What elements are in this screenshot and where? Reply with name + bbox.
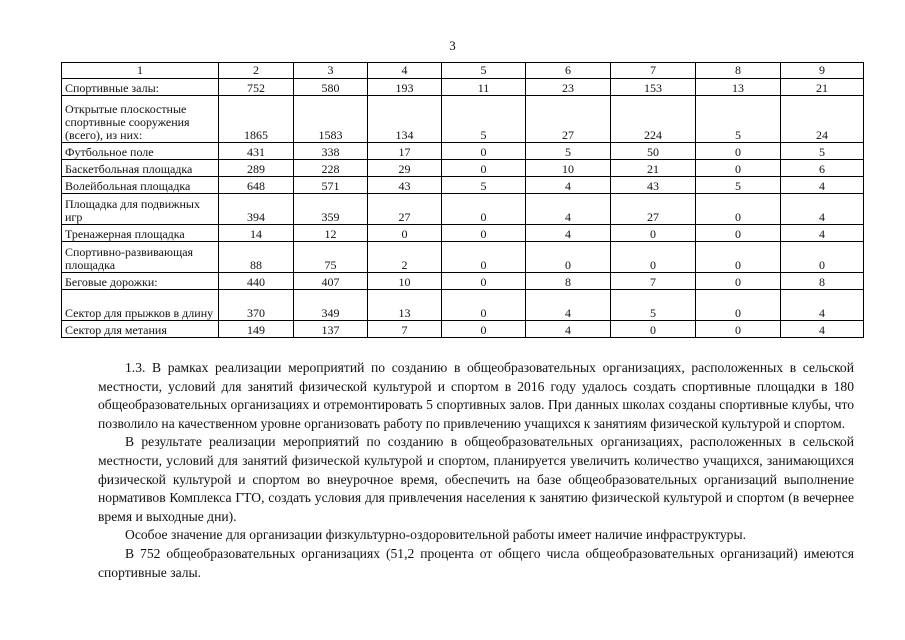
cell-value: 17 — [368, 143, 442, 160]
cell-value: 0 — [611, 225, 696, 242]
cell-value: 4 — [526, 290, 611, 321]
cell-value: 5 — [442, 96, 526, 143]
row-label: Беговые дорожки: — [62, 273, 219, 290]
cell-value: 153 — [611, 79, 696, 96]
cell-value: 27 — [526, 96, 611, 143]
cell-value: 648 — [219, 177, 294, 194]
table-row — [62, 143, 864, 160]
cell-value: 0 — [611, 242, 696, 273]
cell-value: 0 — [442, 242, 526, 273]
cell-value: 0 — [696, 321, 781, 338]
cell-value: 338 — [294, 143, 368, 160]
cell-value: 6 — [781, 160, 864, 177]
table-row — [62, 96, 864, 143]
cell-value: 359 — [294, 194, 368, 225]
cell-value: 12 — [294, 225, 368, 242]
cell-value: 349 — [294, 290, 368, 321]
header-cell: 6 — [526, 63, 611, 79]
table-row — [62, 160, 864, 177]
table-row — [62, 242, 864, 273]
cell-value: 4 — [526, 177, 611, 194]
cell-value: 88 — [219, 242, 294, 273]
cell-value: 149 — [219, 321, 294, 338]
paragraph: В 752 общеобразовательных организациях (51,2 процента от общего числа общеобразовательных организаций) имеются спортивные залы. — [98, 545, 854, 580]
cell-value: 11 — [442, 79, 526, 96]
cell-value: 0 — [611, 321, 696, 338]
cell-value: 0 — [696, 273, 781, 290]
cell-value: 4 — [526, 225, 611, 242]
row-label: Спортивные залы: — [62, 79, 219, 96]
cell-value: 5 — [611, 290, 696, 321]
cell-value: 27 — [368, 194, 442, 225]
cell-value: 370 — [219, 290, 294, 321]
table-row — [62, 273, 864, 290]
cell-value: 29 — [368, 160, 442, 177]
cell-value: 0 — [696, 160, 781, 177]
header-cell: 9 — [781, 63, 864, 79]
header-cell: 4 — [368, 63, 442, 79]
table-row — [62, 194, 864, 225]
cell-value: 21 — [781, 79, 864, 96]
cell-value: 0 — [442, 273, 526, 290]
cell-value: 0 — [442, 225, 526, 242]
header-cell: 8 — [696, 63, 781, 79]
cell-value: 0 — [368, 225, 442, 242]
cell-value: 13 — [696, 79, 781, 96]
cell-value: 5 — [526, 143, 611, 160]
cell-value: 431 — [219, 143, 294, 160]
cell-value: 4 — [526, 194, 611, 225]
cell-value: 4 — [781, 321, 864, 338]
row-label: Открытые плоскостные спортивные сооружения (всего), из них: — [62, 96, 219, 143]
cell-value: 193 — [368, 79, 442, 96]
cell-value: 75 — [294, 242, 368, 273]
table-row — [62, 225, 864, 242]
cell-value: 0 — [781, 242, 864, 273]
cell-value: 5 — [696, 96, 781, 143]
cell-value: 0 — [442, 290, 526, 321]
cell-value: 1865 — [219, 96, 294, 143]
table-header-row — [62, 63, 864, 79]
header-cell: 3 — [294, 63, 368, 79]
cell-value: 0 — [696, 194, 781, 225]
table-row — [62, 290, 864, 321]
cell-value: 5 — [442, 177, 526, 194]
cell-value: 4 — [781, 177, 864, 194]
page-number: 3 — [449, 38, 456, 53]
cell-value: 7 — [611, 273, 696, 290]
header-cell: 1 — [62, 63, 219, 79]
cell-value: 137 — [294, 321, 368, 338]
cell-value: 0 — [526, 242, 611, 273]
cell-value: 0 — [696, 143, 781, 160]
cell-value: 0 — [442, 160, 526, 177]
header-cell: 2 — [219, 63, 294, 79]
cell-value: 27 — [611, 194, 696, 225]
cell-value: 440 — [219, 273, 294, 290]
cell-value: 5 — [696, 177, 781, 194]
cell-value: 21 — [611, 160, 696, 177]
paragraph: В результате реализации мероприятий по созданию в общеобразовательных организациях, расположенных в сельской местности, условий для занятий физической культурой и спортом, планируется увеличить количество учащихся, занимающихся физической культурой и спортом во внеурочное время, обеспечить на базе общеобразовательных организаций выполнение нормативов Комплекса ГТО, создать условия для привлечения населения к занятию физической культурой и спортом (в вечернее время и выходные дни). — [98, 434, 854, 524]
row-label: Сектор для метания — [62, 321, 219, 338]
row-label: Площадка для подвижных игр — [62, 194, 219, 225]
cell-value: 10 — [526, 160, 611, 177]
cell-value: 134 — [368, 96, 442, 143]
row-label: Сектор для прыжков в длину — [62, 290, 219, 321]
cell-value: 4 — [781, 290, 864, 321]
header-cell: 7 — [611, 63, 696, 79]
cell-value: 228 — [294, 160, 368, 177]
cell-value: 0 — [696, 290, 781, 321]
cell-value: 8 — [781, 273, 864, 290]
cell-value: 4 — [781, 194, 864, 225]
body-text — [98, 359, 854, 582]
cell-value: 394 — [219, 194, 294, 225]
row-label: Волейбольная площадка — [62, 177, 219, 194]
cell-value: 43 — [368, 177, 442, 194]
cell-value: 224 — [611, 96, 696, 143]
cell-value: 43 — [611, 177, 696, 194]
cell-value: 2 — [368, 242, 442, 273]
cell-value: 23 — [526, 79, 611, 96]
table-row — [62, 321, 864, 338]
cell-value: 0 — [442, 194, 526, 225]
cell-value: 10 — [368, 273, 442, 290]
row-label: Тренажерная площадка — [62, 225, 219, 242]
row-label: Спортивно-развивающая площадка — [62, 242, 219, 273]
table-row — [62, 79, 864, 96]
cell-value: 571 — [294, 177, 368, 194]
cell-value: 0 — [442, 143, 526, 160]
cell-value: 14 — [219, 225, 294, 242]
cell-value: 5 — [781, 143, 864, 160]
cell-value: 13 — [368, 290, 442, 321]
paragraph: Особое значение для организации физкультурно-оздоровительной работы имеет наличие инфраструктуры. — [125, 527, 746, 543]
cell-value: 50 — [611, 143, 696, 160]
cell-value: 752 — [219, 79, 294, 96]
cell-value: 0 — [696, 242, 781, 273]
row-label: Баскетбольная площадка — [62, 160, 219, 177]
row-label: Футбольное поле — [62, 143, 219, 160]
cell-value: 7 — [368, 321, 442, 338]
cell-value: 4 — [781, 225, 864, 242]
paragraph: 1.3. В рамках реализации мероприятий по созданию в общеобразовательных организациях, расположенных в сельской местности, условий для занятий физической культурой и спортом в 2016 году удалось создать спортивные площадки в 180 общеобразовательных организациях и отремонтировать 5 спортивных залов. При данных школах созданы спортивные клубы, что позволило на качественном уровне организовать работу по привлечению учащихся к занятиям физической культурой и спортом. — [98, 360, 854, 431]
cell-value: 24 — [781, 96, 864, 143]
header-cell: 5 — [442, 63, 526, 79]
cell-value: 0 — [442, 321, 526, 338]
cell-value: 407 — [294, 273, 368, 290]
cell-value: 4 — [526, 321, 611, 338]
cell-value: 1583 — [294, 96, 368, 143]
cell-value: 8 — [526, 273, 611, 290]
statistics-table — [61, 62, 864, 338]
cell-value: 580 — [294, 79, 368, 96]
table-row — [62, 177, 864, 194]
cell-value: 289 — [219, 160, 294, 177]
cell-value: 0 — [696, 225, 781, 242]
